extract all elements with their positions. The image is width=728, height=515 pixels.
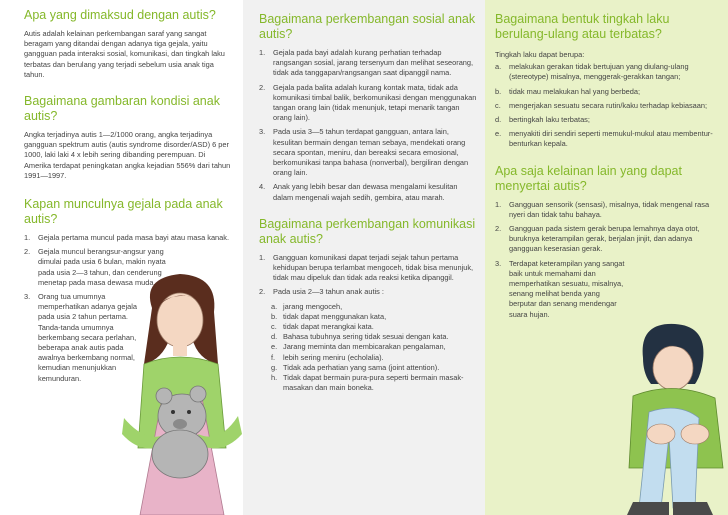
list-item: h. Tidak dapat bermain pura-pura seperti bermain masak-masakan dan main boneka. (271, 373, 464, 393)
section-text-apa-autis: Autis adalah kelainan perkembangan saraf yang sangat beragam yang ditandai dengan adanya tiga gejala, yaitu gangguan pada interaksi sosial, komunikasi, dan tingkah laku terbatas dan berulang yang terjadi sebelum usia anak tiga tahun. (24, 29, 225, 79)
list-item: 3. Orang tua umumnya memperhatikan adanya gejala pada usia 2 tahun pertama. Tanda-tanda umumnya berkembang secara perlahan, beberapa anak autis pada awalnya berkembang normal, kemudian menunjukkan kemunduran. (24, 292, 138, 383)
section-text-gambaran: Angka terjadinya autis 1—2/1000 orang, angka terjadinya gangguan spektrum autis (autis syndrome disorder/ASD) 6 per 1000, laki laki 4 x lebih sering dibanding perempuan. Di Amerika terdapat peningkatan angka kejadian 556% dari tahun 1991—1997. (24, 130, 231, 180)
list-item: d. bertingkah laku terbatas; (495, 115, 590, 125)
list-item: b. tidak mau melakukan hal yang berbeda; (495, 86, 641, 96)
section-title-tingkah-laku: Bagaimana bentuk tingkah laku berulang-ulang atau terbatas? (495, 12, 670, 41)
list-item: 3. Pada usia 3—5 tahun terdapat gangguan, antara lain, kesulitan bermain dengan teman sebaya, mendekati orang secara spontan, meniru, dan bereaksi secara emosional, berkomunikasi tanpa bahasa (nonverbal), bergiliran dengan orang lain. (259, 127, 469, 178)
kelainan-list (495, 200, 720, 320)
column-2 (243, 0, 485, 515)
list-item: d. Bahasa tubuhnya sering tidak sesuai dengan kata. (271, 332, 449, 342)
list-item: a. jarang mengoceh, (271, 301, 343, 311)
tingkah-laku-intro: Tingkah laku dapat berupa: (495, 50, 585, 59)
list-item: 1. Gejala pada bayi adalah kurang perhatian terhadap rangsangan sosial, jarang tersenyum dan melihat seseorang, tidak ada tanggapan/rangsangan saat dipanggil nama. (259, 48, 474, 78)
list-item: 1. Gejala pertama muncul pada masa bayi atau masa kanak. (24, 233, 230, 243)
komunikasi-sublist (259, 302, 477, 394)
list-item: b. tidak dapat menggunakan kata, (271, 311, 387, 321)
list-item: 2. Pada usia 2—3 tahun anak autis : (259, 287, 384, 297)
list-item: e. Jarang meminta dan membicarakan pengalaman, (271, 342, 446, 352)
komunikasi-list (259, 253, 477, 298)
section-title-kelainan-lain: Apa saja kelainan lain yang dapat menyertai autis? (495, 163, 682, 193)
list-item: 3. Terdapat keterampilan yang sangat baik untuk memahami dan memperhatikan sesuatu, misalnya, senang melihat benda yang berputar dan senang mendengar suara hujan. (495, 258, 625, 319)
list-item: 4. Anak yang lebih besar dan dewasa mengalami kesulitan dalam mengenali wajah sedih, gembira, atau marah. (259, 182, 458, 202)
sosial-list (259, 48, 477, 203)
list-item: c. mengerjakan sesuatu secara rutin/kaku terhadap kebiasaan; (495, 100, 708, 110)
list-item: e. menyakiti diri sendiri seperti memukul-mukul atau membentur-benturkan kepala. (495, 129, 713, 149)
list-item: 1. Gangguan komunikasi dapat terjadi sejak tahun pertama kehidupan berupa terlambat mengoceh, tidak bisa menunjuk, tidak mau dipeluk dan tidak ada reaksi ketika dipanggil. (259, 252, 474, 283)
list-item: f. lebih sering meniru (echolalia). (271, 352, 384, 362)
list-item: 2. Gejala pada balita adalah kurang kontak mata, tidak ada komunikasi timbal balik, berkomunikasi dengan menggunakan tangan orang lain (tidak menunjuk, tetapi menarik tangan orang lain). (259, 82, 477, 123)
sitting-boy-illustration (603, 318, 728, 515)
column-3 (485, 0, 728, 515)
list-item: c. tidak dapat merangkai kata. (271, 322, 374, 332)
list-item: 2. Gangguan pada sistem gerak berupa lemahnya daya otot, buruknya keterampilan gerak, berjalan jinjit, dan adanya gangguan keserasian gerak. (495, 224, 700, 254)
section-title-perkembangan-komunikasi: Bagaimana perkembangan komunikasi anak autis? (259, 216, 476, 246)
list-item: a. melakukan gerakan tidak bertujuan yang diulang-ulang (stereotype) misalnya, menggerak-gerakkan tangan; (495, 62, 689, 82)
section-title-kapan-muncul: Kapan munculnya gejala pada anak autis? (24, 197, 223, 227)
section-title-gambaran: Bagaimana gambaran kondisi anak autis? (24, 94, 220, 124)
section-title-perkembangan-sosial: Bagaimana perkembangan sosial anak autis? (259, 12, 476, 41)
tingkah-laku-list (495, 62, 720, 149)
column-1 (0, 0, 243, 515)
girl-with-teddy-bear-illustration (122, 268, 242, 515)
list-item: 1. Gangguan sensorik (sensasi), misalnya, tidak mengenal rasa nyeri dan tidak tahu bahaya. (495, 199, 710, 219)
section-title-apa-autis: Apa yang dimaksud dengan autis? (24, 8, 216, 22)
list-item: g. Tidak ada perhatian yang sama (joint attention). (271, 362, 440, 372)
list-item: 2. Gejala muncul berangsur-angsur yang dimulai pada usia 6 bulan, makin nyata pada usia 2—3 tahun, dan cenderung menetap pada masa dewasa muda. (24, 247, 166, 287)
